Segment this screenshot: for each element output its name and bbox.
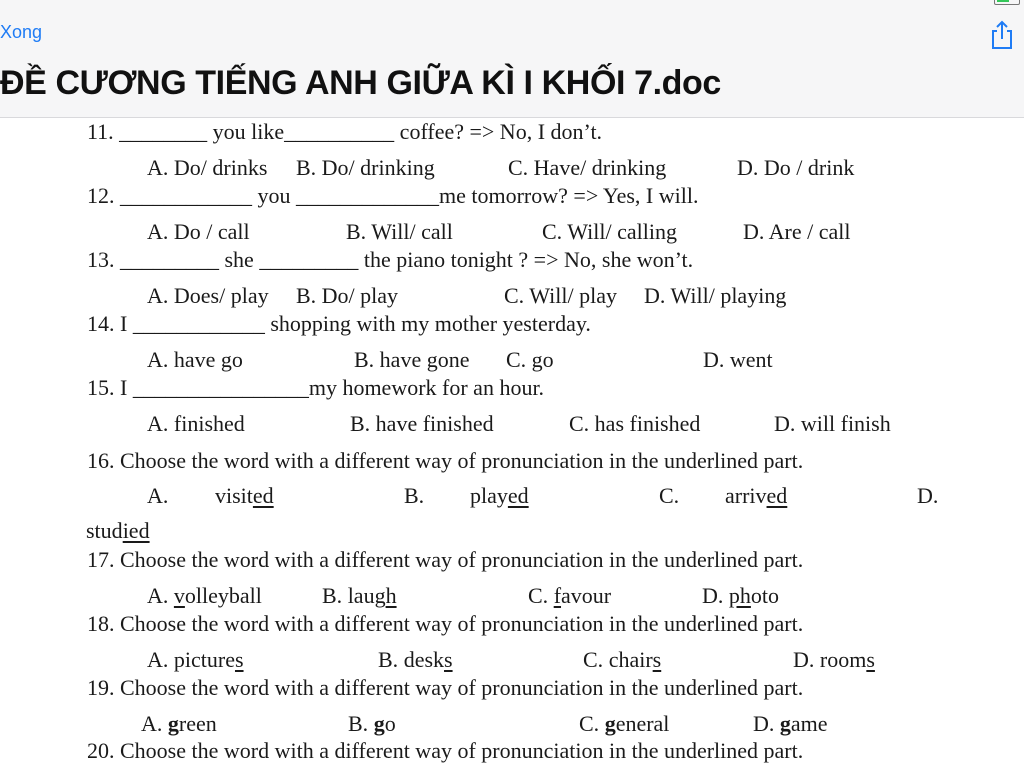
option-c: C. go <box>506 347 554 372</box>
option-b-word: played <box>470 483 529 508</box>
option-d-letter: D. <box>917 483 939 508</box>
option-a: A. finished <box>147 411 245 436</box>
option-d: D. game <box>753 711 828 736</box>
battery-icon <box>994 0 1020 5</box>
option-d: D. went <box>703 347 773 372</box>
option-c: C. Will/ play <box>504 283 617 308</box>
option-d: D. Will/ playing <box>644 283 787 308</box>
question-18-stem: 18. Choose the word with a different way of pronunciation in the underlined part. <box>87 611 804 636</box>
option-b: B. desks <box>378 647 453 672</box>
option-a: A. green <box>141 711 217 736</box>
option-a: A. Do/ drinks <box>147 155 268 180</box>
option-c: C. Will/ calling <box>542 219 677 244</box>
option-b: B. laugh <box>322 583 397 608</box>
option-b: B. have finished <box>350 411 494 436</box>
question-20-stem: 20. Choose the word with a different way of pronunciation in the underlined part. <box>87 738 804 763</box>
option-c: C. has finished <box>569 411 701 436</box>
option-a: A. Do / call <box>147 219 250 244</box>
option-b: B. Will/ call <box>346 219 453 244</box>
question-16-option-d-word: studied <box>86 518 150 543</box>
option-b: B. have gone <box>354 347 470 372</box>
option-c-letter: C. <box>659 483 680 508</box>
document-body[interactable] <box>0 118 1024 764</box>
option-d: D. photo <box>702 583 780 608</box>
question-12-stem: 12. ____________ you _____________me tomorrow? => Yes, I will. <box>87 183 699 208</box>
option-b-letter: B. <box>404 483 425 508</box>
option-c: C. favour <box>528 583 612 608</box>
option-b: B. Do/ drinking <box>296 155 435 180</box>
option-c: C. Have/ drinking <box>508 155 667 180</box>
option-d: D. will finish <box>774 411 891 436</box>
option-d: D. rooms <box>793 647 875 672</box>
question-11-stem: 11. ________ you like__________ coffee? => No, I don’t. <box>87 119 603 144</box>
question-16-stem: 16. Choose the word with a different way of pronunciation in the underlined part. <box>87 448 804 473</box>
option-a-letter: A. <box>147 483 169 508</box>
question-17-stem: 17. Choose the word with a different way of pronunciation in the underlined part. <box>87 547 804 572</box>
option-d: D. Do / drink <box>737 155 855 180</box>
option-c: C. general <box>579 711 670 736</box>
question-14-stem: 14. I ____________ shopping with my mother yesterday. <box>87 311 591 336</box>
question-15-stem: 15. I ________________my homework for an hour. <box>87 375 545 400</box>
share-icon <box>988 20 1016 50</box>
option-a: A. Does/ play <box>147 283 269 308</box>
option-b: B. Do/ play <box>296 283 399 308</box>
option-a: A. pictures <box>147 647 244 672</box>
option-c: C. chairs <box>583 647 662 672</box>
document-toolbar <box>0 0 1024 118</box>
share-button[interactable] <box>988 20 1016 50</box>
option-a: A. volleyball <box>147 583 262 608</box>
document-title: ĐỀ CƯƠNG TIẾNG ANH GIỮA KÌ I KHỐI 7.doc <box>0 64 721 102</box>
question-19-stem: 19. Choose the word with a different way of pronunciation in the underlined part. <box>87 675 804 700</box>
option-a-word: visited <box>215 483 274 508</box>
option-b: B. go <box>348 711 396 736</box>
option-a: A. have go <box>147 347 243 372</box>
option-d: D. Are / call <box>743 219 851 244</box>
option-c-word: arrived <box>725 483 788 508</box>
question-13-stem: 13. _________ she _________ the piano tonight ? => No, she won’t. <box>87 247 694 272</box>
done-button[interactable]: Xong <box>0 22 43 42</box>
